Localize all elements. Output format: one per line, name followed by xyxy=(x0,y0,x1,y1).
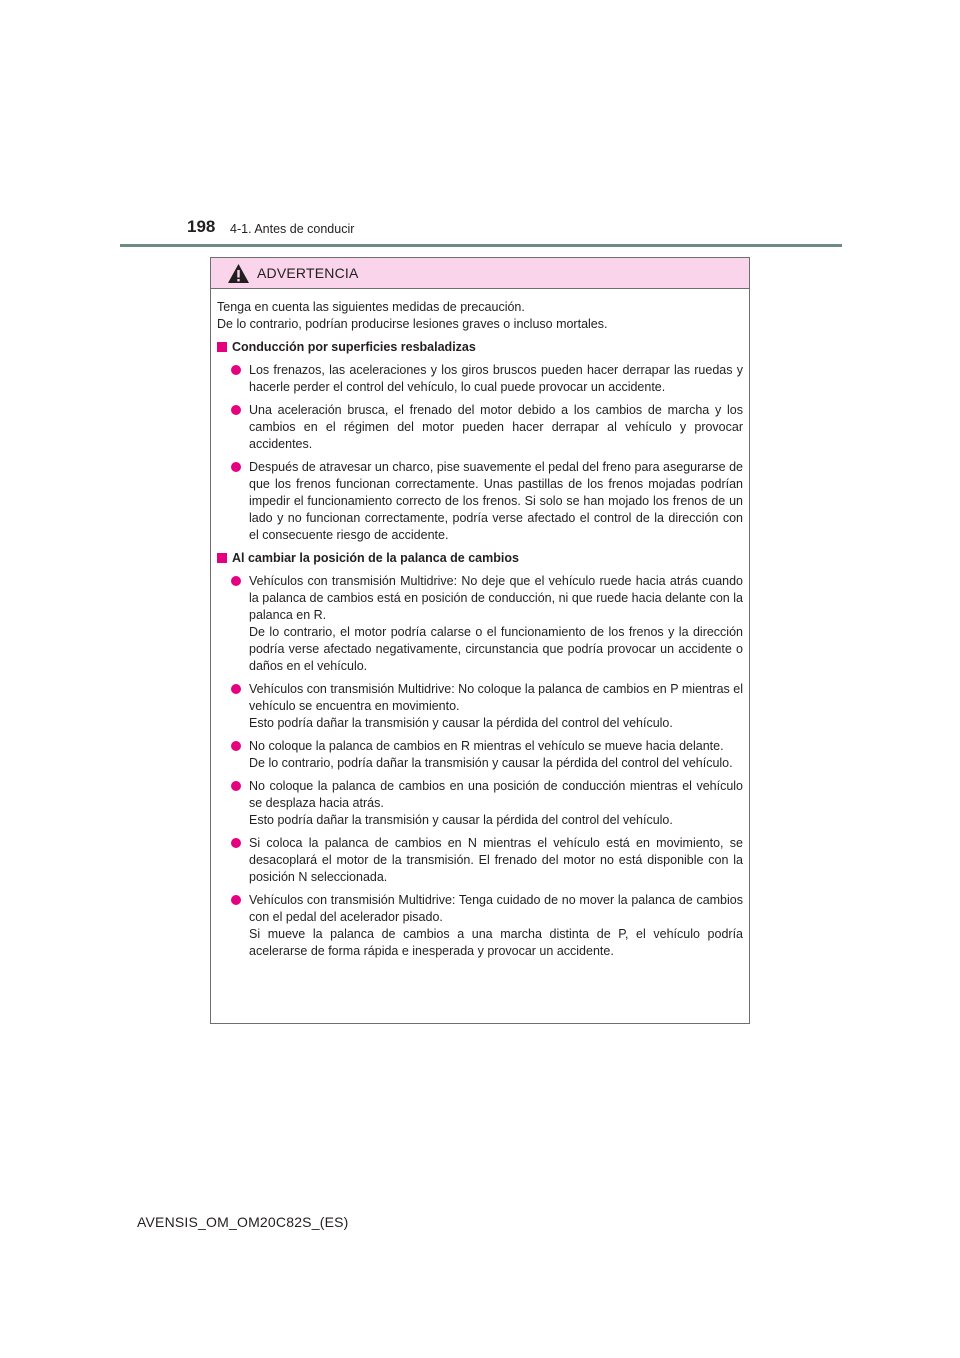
paragraph: Si mueve la palanca de cambios a una marcha distinta de P, el vehículo podría acelerarse de forma rápida e inesperada y provocar un accidente. xyxy=(249,927,743,958)
warning-triangle-icon xyxy=(227,263,250,284)
warning-box xyxy=(210,257,750,1024)
paragraph: Vehículos con transmisión Multidrive: Tenga cuidado de no mover la palanca de cambios con el pedal del acelerador pisado. xyxy=(249,893,743,924)
section-title: 4-1. Antes de conducir xyxy=(230,222,355,236)
intro-line: De lo contrario, podrían producirse lesiones graves o incluso mortales. xyxy=(217,317,608,331)
list-item xyxy=(217,778,743,829)
paragraph: Una aceleración brusca, el frenado del motor debido a los cambios de marcha y los cambios en el régimen del motor pueden hacer derrapar al vehículo y provocar accidentes. xyxy=(249,403,743,451)
paragraph: De lo contrario, podría dañar la transmisión y causar la pérdida del control del vehículo. xyxy=(249,756,733,770)
list-item xyxy=(217,738,743,772)
bullet-dot-icon xyxy=(231,684,241,694)
section-heading-text: Conducción por superficies resbaladizas xyxy=(232,340,476,354)
paragraph: Vehículos con transmisión Multidrive: No deje que el vehículo ruede hacia atrás cuando la palanca de cambios está en posición de conducción, ni que ruede hacia delante con la palanca en R. xyxy=(249,574,743,622)
list-item-text xyxy=(249,459,743,544)
list-item-text xyxy=(249,402,743,453)
paragraph: Después de atravesar un charco, pise suavemente el pedal del freno para asegurarse de que los frenos funcionan correctamente. Unas pastillas de los frenos mojadas podrían impedir el funcionamiento correcto de los frenos. Si solo se han mojado los frenos de un lado y no funcionan correctamente, podría verse afectado el control de la dirección con el consecuente riesgo de accidente. xyxy=(249,460,743,542)
list-item-text xyxy=(249,778,743,829)
paragraph: Vehículos con transmisión Multidrive: No coloque la palanca de cambios en P mientras el vehículo se encuentra en movimiento. xyxy=(249,682,743,713)
paragraph: De lo contrario, el motor podría calarse o el funcionamiento de los frenos y la dirección podría verse afectado negativamente, circunstancia que podría provocar un accidente o daños en el vehículo. xyxy=(249,625,743,673)
list-item-text xyxy=(249,835,743,886)
page-number: 198 xyxy=(187,217,216,236)
warning-title: ADVERTENCIA xyxy=(257,265,359,281)
bullet-dot-icon xyxy=(231,576,241,586)
list-item-text xyxy=(249,892,743,960)
intro-line: Tenga en cuenta las siguientes medidas de precaución. xyxy=(217,300,525,314)
paragraph: No coloque la palanca de cambios en R mientras el vehículo se mueve hacia delante. xyxy=(249,739,724,753)
warning-header xyxy=(211,258,749,289)
list-item xyxy=(217,835,743,886)
document-id: AVENSIS_OM_OM20C82S_(ES) xyxy=(137,1214,349,1230)
list-item-text xyxy=(249,738,743,772)
paragraph: Esto podría dañar la transmisión y causar la pérdida del control del vehículo. xyxy=(249,813,673,827)
section-heading-text: Al cambiar la posición de la palanca de cambios xyxy=(232,551,519,565)
bullet-dot-icon xyxy=(231,365,241,375)
bullet-dot-icon xyxy=(231,781,241,791)
bullet-dot-icon xyxy=(231,895,241,905)
section-heading xyxy=(217,550,743,567)
list-item xyxy=(217,573,743,675)
list-item xyxy=(217,362,743,396)
square-bullet-icon xyxy=(217,553,227,563)
bullet-dot-icon xyxy=(231,741,241,751)
list-item xyxy=(217,892,743,960)
square-bullet-icon xyxy=(217,342,227,352)
paragraph: No coloque la palanca de cambios en una posición de conducción mientras el vehículo se desplaza hacia atrás. xyxy=(249,779,743,810)
list-item xyxy=(217,459,743,544)
paragraph: Esto podría dañar la transmisión y causar la pérdida del control del vehículo. xyxy=(249,716,673,730)
bullet-dot-icon xyxy=(231,462,241,472)
list-item-text xyxy=(249,362,743,396)
paragraph: Los frenazos, las aceleraciones y los giros bruscos pueden hacer derrapar las ruedas y hacerle perder el control del vehículo, lo cual puede provocar un accidente. xyxy=(249,363,743,394)
bullet-dot-icon xyxy=(231,838,241,848)
section-heading xyxy=(217,339,743,356)
list-item-text xyxy=(249,573,743,675)
paragraph: Si coloca la palanca de cambios en N mientras el vehículo está en movimiento, se desacoplará el motor de la transmisión. El frenado del motor no está disponible con la posición N seleccionada. xyxy=(249,836,743,884)
list-item xyxy=(217,681,743,732)
list-item-text xyxy=(249,681,743,732)
list-item xyxy=(217,402,743,453)
header-rule xyxy=(120,244,842,247)
bullet-dot-icon xyxy=(231,405,241,415)
warning-body xyxy=(211,289,749,960)
